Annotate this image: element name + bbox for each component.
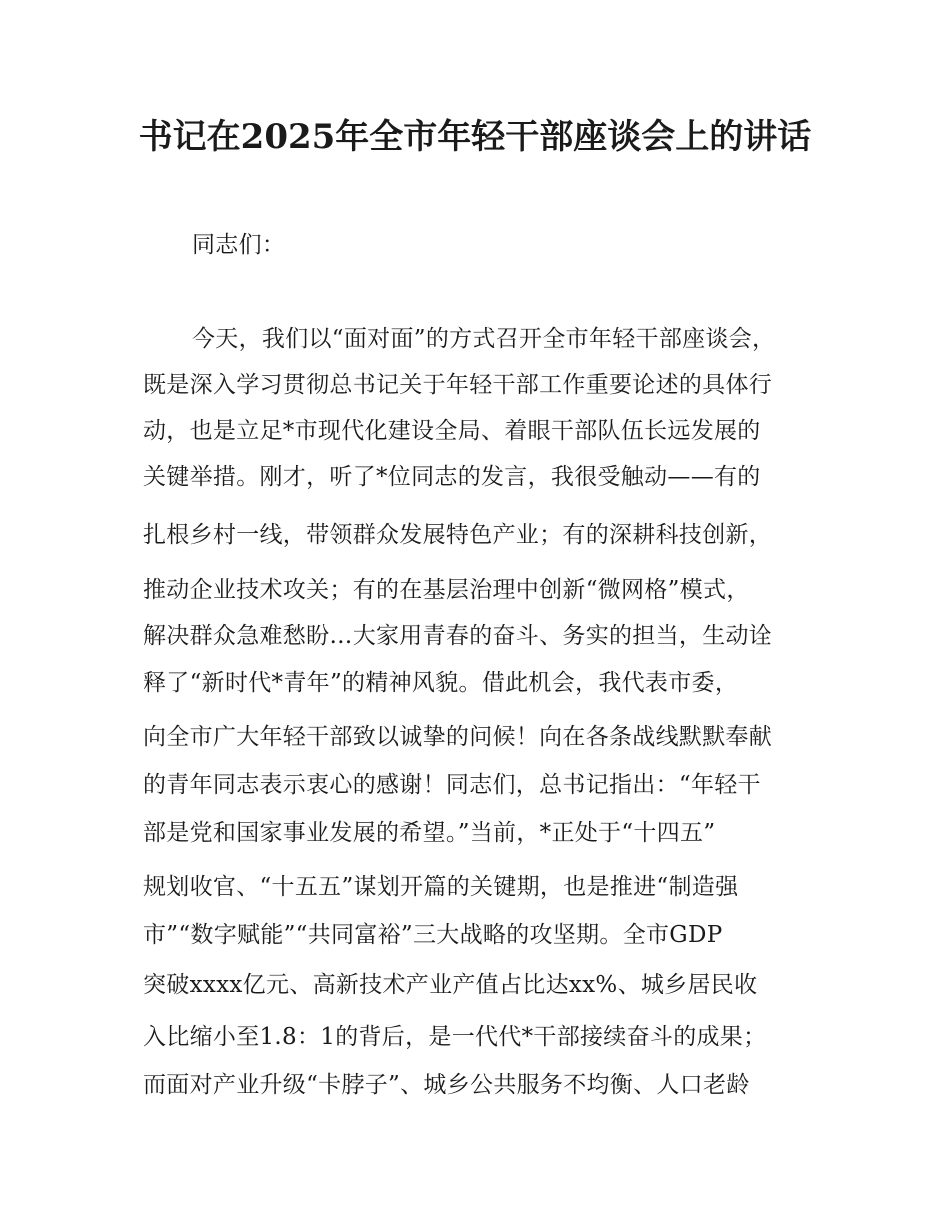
- paragraph-line: 入比缩小至1.8：1的背后，是一代代*干部接续奋斗的成果；: [143, 1024, 767, 1050]
- paragraph-line: 的青年同志表示衷心的感谢！同志们，总书记指出：“年轻干: [143, 772, 761, 798]
- paragraph-line: 突破xxxx亿元、高新技术产业产值占比达xx%、城乡居民收: [143, 972, 758, 998]
- paragraph-line: 规划收官、“十五五”谋划开篇的关键期，也是推进“制造强: [143, 874, 739, 900]
- paragraph-line: 解决群众急难愁盼…大家用青春的奋斗、务实的担当，生动诠: [143, 623, 773, 649]
- paragraph-line: 释了“新时代*青年”的精神风貌。借此机会，我代表市委，: [143, 670, 739, 696]
- paragraph-line: 向全市广大年轻干部致以诚挚的问候！向在各条战线默默奉献: [143, 724, 773, 750]
- paragraph-line: 今天，我们以“面对面”的方式召开全市年轻干部座谈会，: [192, 326, 776, 352]
- paragraph-line: 扎根乡村一线，带领群众发展特色产业；有的深耕科技创新，: [143, 522, 773, 548]
- paragraph-line: 关键举措。刚才，听了*位同志的发言，我很受触动——有的: [143, 464, 761, 490]
- paragraph-line: 市”“数字赋能”“共同富裕”三大战略的攻坚期。全市GDP: [143, 922, 723, 948]
- paragraph-line: 动，也是立足*市现代化建设全局、着眼干部队伍长远发展的: [143, 418, 761, 444]
- paragraph-line: 而面对产业升级“卡脖子”、城乡公共服务不均衡、人口老龄: [143, 1072, 750, 1098]
- paragraph-line: 部是党和国家事业发展的希望。”当前，*正处于“十四五”: [143, 820, 716, 846]
- document-title: 书记在2025年全市年轻干部座谈会上的讲话: [138, 117, 812, 157]
- salutation: 同志们：: [192, 232, 286, 258]
- paragraph-line: 推动企业技术攻关；有的在基层治理中创新“微网格”模式，: [143, 577, 750, 603]
- paragraph-line: 既是深入学习贯彻总书记关于年轻干部工作重要论述的具体行: [143, 372, 773, 398]
